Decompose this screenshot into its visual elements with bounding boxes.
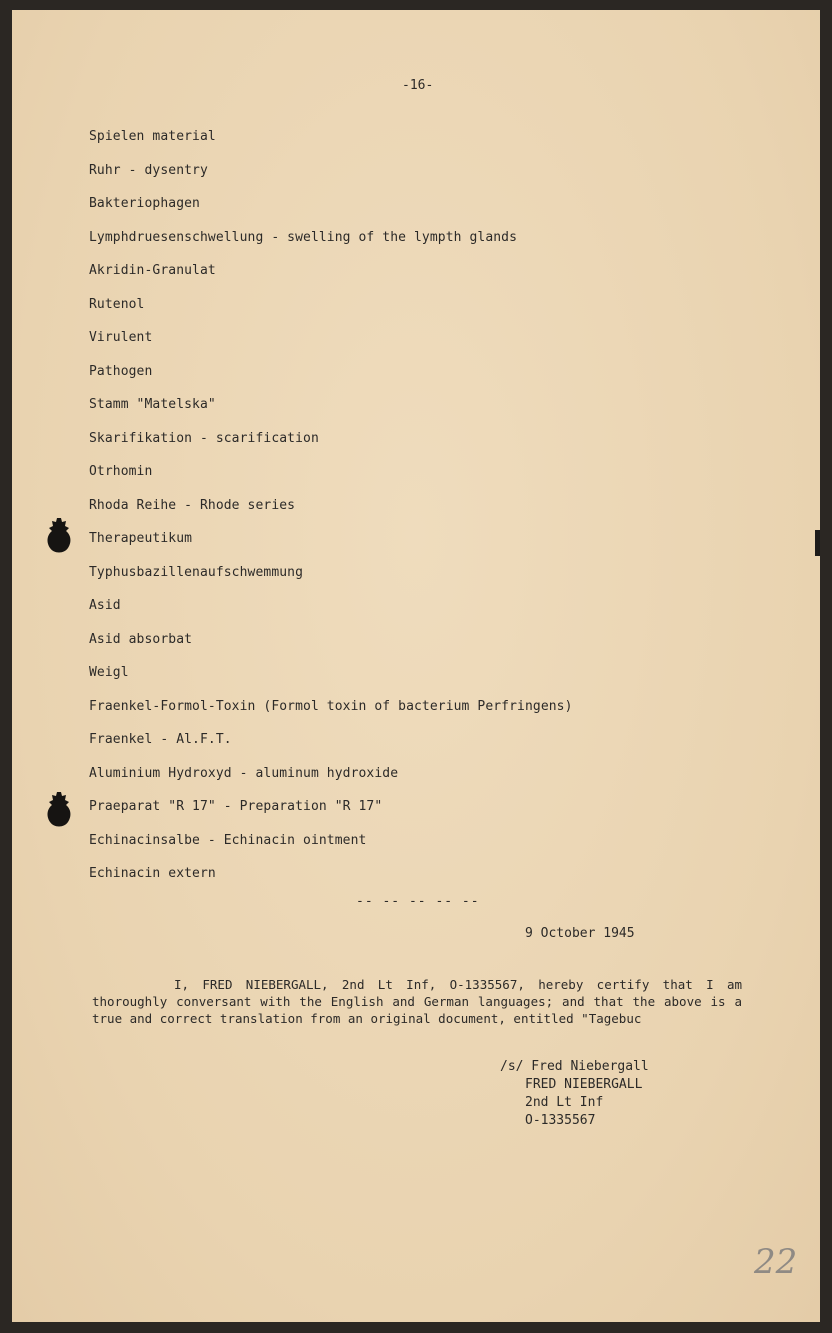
signer-name: FRED NIEBERGALL <box>525 1077 643 1092</box>
edge-mark <box>815 530 820 556</box>
glossary-item: Fraenkel - Al.F.T. <box>89 732 232 747</box>
glossary-item: Therapeutikum <box>89 531 193 546</box>
document-date: 9 October 1945 <box>525 926 635 941</box>
glossary-item: Fraenkel-Formol-Toxin (Formol toxin of bacterium Perfringens) <box>89 698 573 714</box>
glossary-item: Virulent <box>89 330 153 345</box>
glossary-item: Rutenol <box>89 296 145 312</box>
glossary-item: Spielen material <box>89 129 216 144</box>
glossary-item: Pathogen <box>89 363 153 379</box>
signer-serial: O-1335567 <box>525 1113 596 1128</box>
document-page <box>12 10 820 1322</box>
glossary-item: Lymphdruesenschwellung - swelling of the lympth glands <box>89 229 518 245</box>
glossary-item: Praeparat "R 17" - Preparation "R 17" <box>89 799 383 814</box>
glossary-item: Bakteriophagen <box>89 196 200 211</box>
glossary-item: Aluminium Hydroxyd - aluminum hydroxide <box>89 765 399 781</box>
signer-rank: 2nd Lt Inf <box>525 1095 604 1110</box>
glossary-list <box>89 128 573 899</box>
punch-hole-mark <box>46 516 72 556</box>
glossary-item: Echinacin extern <box>89 866 216 881</box>
glossary-item: Akridin-Granulat <box>89 263 216 278</box>
page-number: -16- <box>402 78 434 93</box>
certification-statement: I, FRED NIEBERGALL, 2nd Lt Inf, O-1335567, hereby certify that I am thoroughly conversant with the English and German languages; and that the above is a true and correct translation from an original document, entitled "Tagebuc <box>92 977 742 1026</box>
folio-number: 22 <box>754 1242 798 1282</box>
glossary-item: Weigl <box>89 665 129 680</box>
glossary-item: Typhusbazillenaufschwemmung <box>89 564 304 580</box>
glossary-item: Asid <box>89 598 121 613</box>
glossary-item: Skarifikation - scarification <box>89 430 319 446</box>
signature-line: /s/ Fred Niebergall <box>500 1059 649 1074</box>
glossary-item: Ruhr - dysentry <box>89 162 208 178</box>
glossary-item: Rhoda Reihe - Rhode series <box>89 497 296 513</box>
glossary-item: Stamm "Matelska" <box>89 397 216 412</box>
glossary-item: Asid absorbat <box>89 631 193 647</box>
punch-hole-mark <box>46 790 72 830</box>
glossary-item: Otrhomin <box>89 464 153 479</box>
section-separator: -- -- -- -- -- <box>356 894 480 909</box>
signature-block <box>500 1058 649 1130</box>
glossary-item: Echinacinsalbe - Echinacin ointment <box>89 832 367 848</box>
